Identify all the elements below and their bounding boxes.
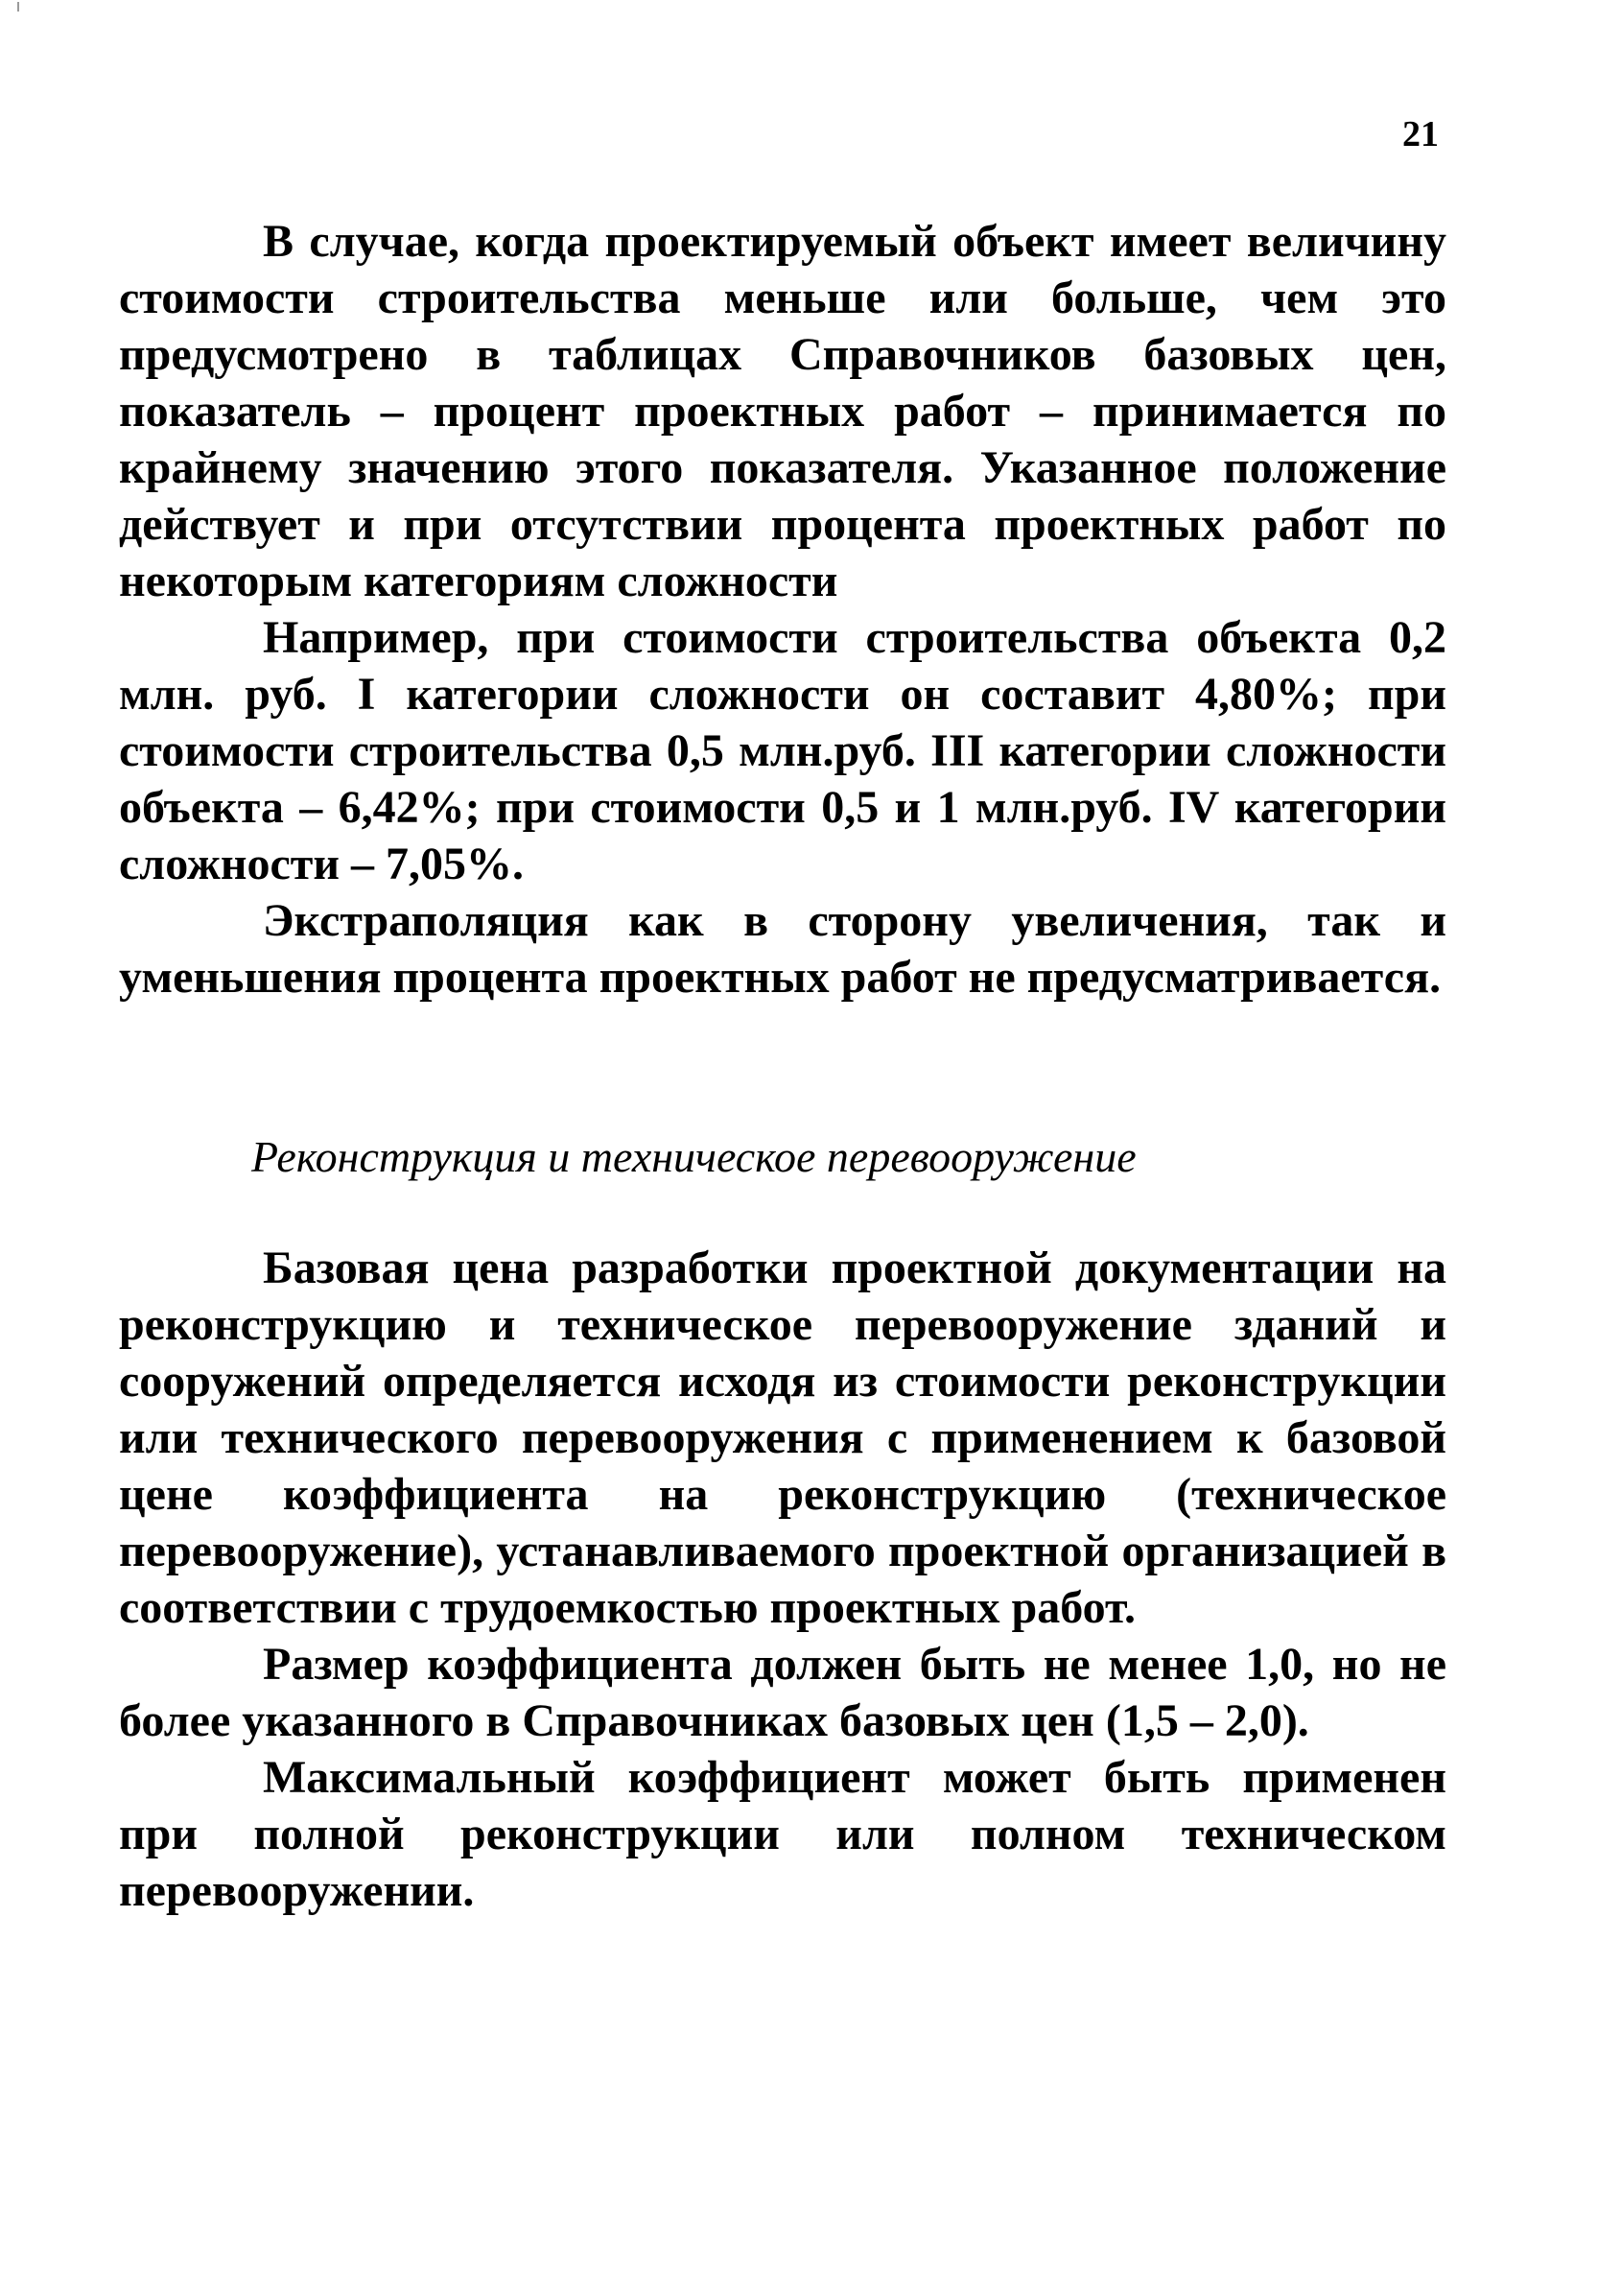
paragraph-base-price: Базовая цена разработки проектной документации на реконструкцию и техническое перевооружение зданий и сооружений определяется исходя из стоимости реконструкции или технического перевооружения с применением к базовой цене коэффициента на реконструкцию (техническое перевооружение), устанавливаемого проектной организацией в соответствии с трудоемкостью проектных работ.	[119, 1243, 1446, 1633]
paragraph-max-coefficient: Максимальный коэффициент может быть применен при полной реконструкции или полном техническом перевооружении.	[119, 1752, 1446, 1916]
page-number: 21	[1402, 114, 1439, 154]
section-heading-reconstruction: Реконструкция и техническое перевооружение	[251, 1132, 1137, 1181]
reconstruction-section	[119, 1240, 1446, 1919]
extrapolation-section	[119, 213, 1446, 1006]
paragraph-coefficient-size: Размер коэффициента должен быть не менее 1,0, но не более указанного в Справочниках базовых цен (1,5 – 2,0).	[119, 1639, 1446, 1746]
scan-edge-mark	[17, 2, 19, 12]
paragraph-extreme-value-rule: В случае, когда проектируемый объект имеет величину стоимости строительства меньше или больше, чем это предусмотрено в таблицах Справочников базовых цен, показатель – процент проектных работ – принимается по крайнему значению этого показателя. Указанное положение действует и при отсутствии процента проектных работ по некоторым категориям сложности	[119, 216, 1446, 606]
paragraph-extrapolation: Экстраполяция как в сторону увеличения, так и уменьшения процента проектных работ не предусматривается.	[119, 895, 1446, 1003]
paragraph-example: Например, при стоимости строительства объекта 0,2 млн. руб. I категории сложности он составит 4,80%; при стоимости строительства 0,5 млн.руб. III категории сложности объекта – 6,42%; при стоимости 0,5 и 1 млн.руб. IV категории сложности – 7,05%.	[119, 612, 1446, 889]
